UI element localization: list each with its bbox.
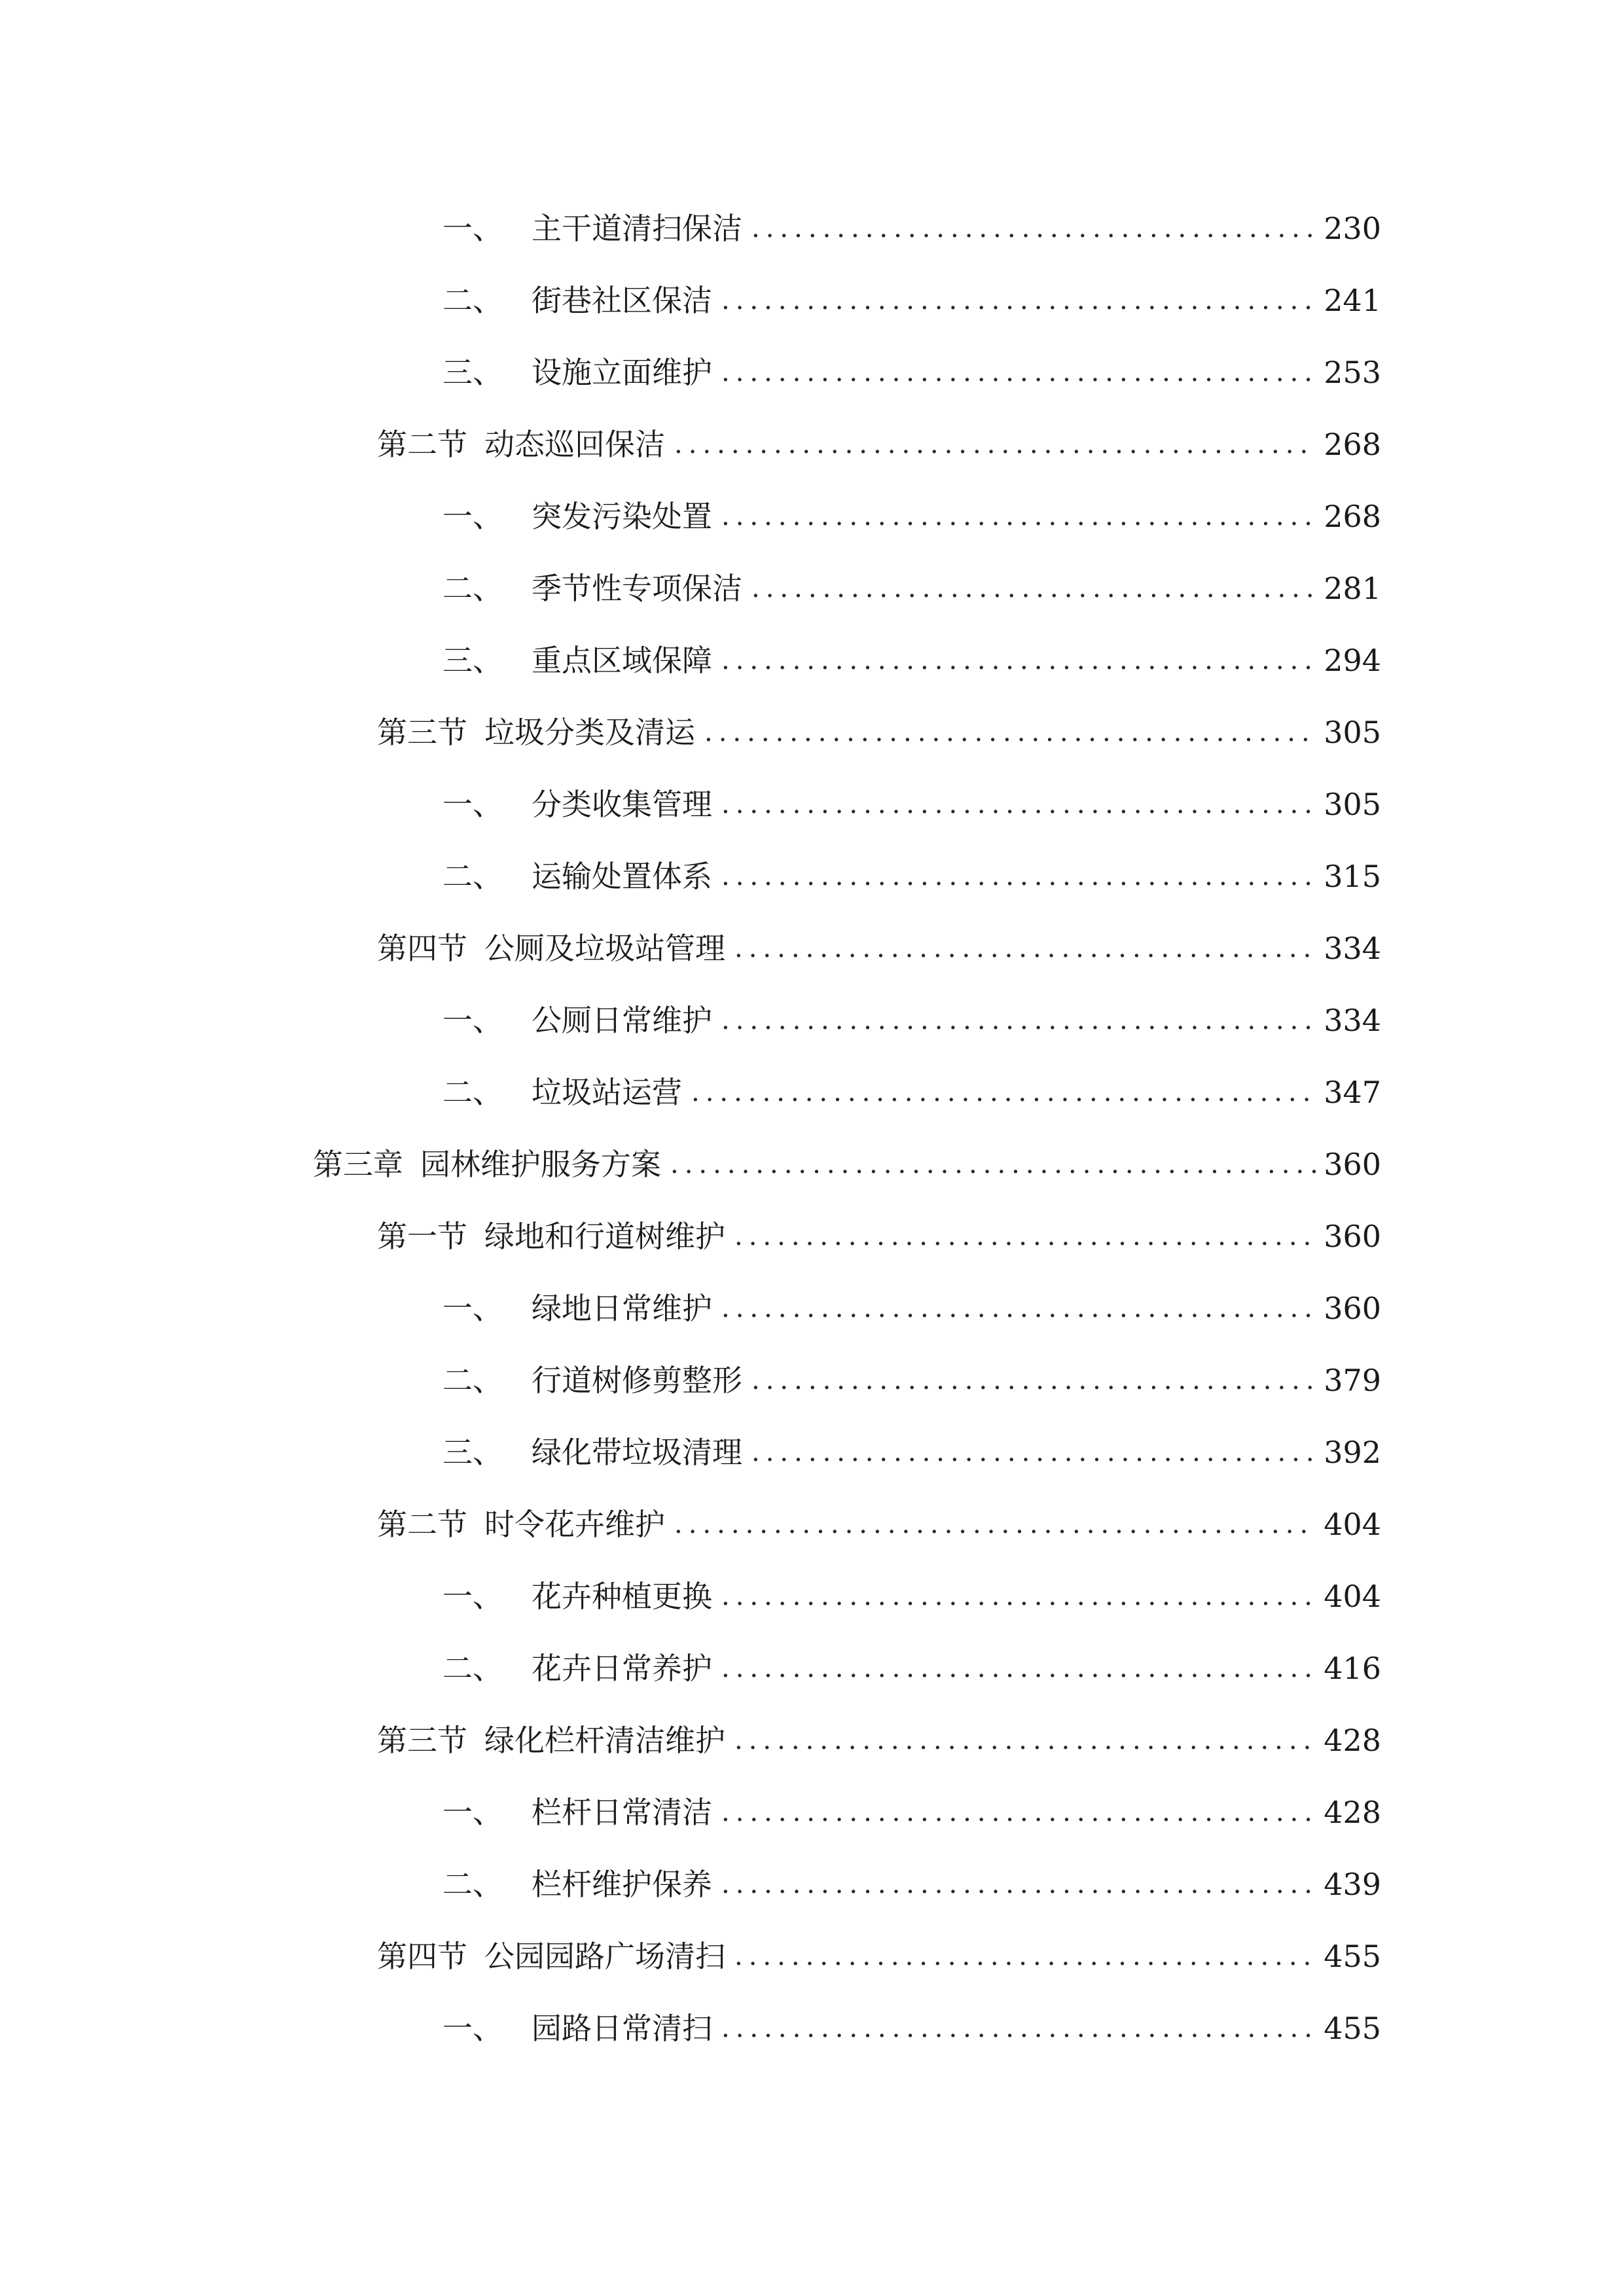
dot-leader: [721, 1642, 1316, 1695]
toc-entry[interactable]: [442, 994, 1381, 1047]
toc-entry[interactable]: [442, 778, 1381, 831]
toc-entry-label: [442, 346, 712, 399]
toc-entry-page: 347: [1324, 1075, 1381, 1110]
dot-leader: [674, 418, 1316, 471]
toc-entry-label: [442, 634, 712, 687]
toc-entry-title: 运输处置体系: [532, 859, 712, 894]
toc-entry-page: 416: [1324, 1651, 1381, 1686]
toc-entry[interactable]: [377, 1498, 1381, 1551]
toc-entry-page: 392: [1324, 1435, 1381, 1470]
dot-leader: [751, 1426, 1316, 1479]
toc-entry-number: 一、: [442, 787, 503, 822]
toc-entry-title: 街巷社区保洁: [532, 283, 712, 318]
toc-entry-title: 主干道清扫保洁: [532, 211, 742, 246]
toc-entry-label: [442, 1066, 682, 1119]
toc-entry-page: 360: [1324, 1291, 1381, 1326]
toc-entry-number: 一、: [442, 499, 503, 534]
toc-entry-number: 第一节: [377, 1219, 467, 1254]
toc-entry-number: 二、: [442, 1075, 503, 1110]
toc-entry-number: 一、: [442, 1579, 503, 1614]
toc-entry-label: [442, 1282, 712, 1335]
toc-entry-page: 305: [1324, 787, 1381, 822]
toc-entry-title: 季节性专项保洁: [532, 571, 742, 606]
dot-leader: [751, 202, 1316, 255]
toc-entry-number: 第二节: [377, 1507, 467, 1542]
toc-entry[interactable]: [442, 1426, 1381, 1479]
dot-leader: [734, 1930, 1316, 1982]
toc-entry-label: [377, 706, 695, 759]
toc-entry-page: 404: [1324, 1579, 1381, 1614]
toc-entry-number: 二、: [442, 571, 503, 606]
dot-leader: [721, 2002, 1316, 2054]
toc-entry[interactable]: [442, 562, 1381, 615]
toc-entry-title: 分类收集管理: [532, 787, 712, 822]
toc-entry-title: 公厕及垃圾站管理: [484, 931, 725, 966]
toc-entry[interactable]: [442, 1066, 1381, 1119]
dot-leader: [721, 274, 1316, 327]
toc-entry-label: [442, 1426, 742, 1479]
toc-entry-number: 一、: [442, 1003, 503, 1038]
toc-entry-page: 379: [1324, 1363, 1381, 1398]
toc-entry-title: 重点区域保障: [532, 643, 712, 678]
toc-entry-label: [377, 1930, 725, 1982]
dot-leader: [721, 994, 1316, 1047]
toc-entry-label: [442, 1642, 712, 1695]
toc-entry-page: 253: [1324, 355, 1381, 390]
toc-entry-label: [442, 778, 712, 831]
toc-entry-number: 第四节: [377, 1939, 467, 1974]
dot-leader: [674, 1498, 1316, 1551]
toc-entry-label: [377, 1210, 725, 1263]
toc-entry-label: [377, 418, 665, 471]
toc-entry[interactable]: [442, 346, 1381, 399]
toc-entry[interactable]: [442, 634, 1381, 687]
toc-entry-page: 305: [1324, 715, 1381, 750]
toc-entry-label: [442, 2002, 712, 2054]
toc-entry-title: 栏杆维护保养: [532, 1867, 712, 1902]
toc-entry-page: 360: [1324, 1219, 1381, 1254]
toc-entry-label: [442, 490, 712, 543]
toc-entry[interactable]: [442, 1570, 1381, 1623]
toc-entry[interactable]: [442, 490, 1381, 543]
dot-leader: [751, 562, 1316, 615]
toc-entry[interactable]: [377, 706, 1381, 759]
dot-leader: [734, 1714, 1316, 1767]
dot-leader: [751, 1354, 1316, 1407]
toc-entry-page: 404: [1324, 1507, 1381, 1542]
toc-entry-number: 一、: [442, 211, 503, 246]
toc-entry-title: 花卉种植更换: [532, 1579, 712, 1614]
dot-leader: [721, 634, 1316, 687]
toc-entry[interactable]: [442, 2002, 1381, 2054]
toc-entry-label: [377, 1498, 665, 1551]
toc-entry[interactable]: [442, 1282, 1381, 1335]
dot-leader: [670, 1138, 1316, 1191]
toc-entry[interactable]: [442, 850, 1381, 903]
dot-leader: [691, 1066, 1316, 1119]
toc-entry-label: [442, 1354, 742, 1407]
toc-entry[interactable]: [442, 1642, 1381, 1695]
toc-entry[interactable]: [377, 1210, 1381, 1263]
toc-entry[interactable]: [313, 1138, 1381, 1191]
toc-entry[interactable]: [442, 1786, 1381, 1839]
toc-entry-page: 281: [1324, 571, 1381, 606]
toc-entry-title: 垃圾站运营: [532, 1075, 682, 1110]
toc-entry-title: 栏杆日常清洁: [532, 1795, 712, 1830]
toc-entry-label: [442, 850, 712, 903]
toc-entry-number: 第二节: [377, 427, 467, 462]
toc-entry-page: 241: [1324, 283, 1381, 318]
toc-entry-number: 三、: [442, 643, 503, 678]
toc-entry-page: 268: [1324, 427, 1381, 462]
toc-entry-page: 360: [1324, 1147, 1381, 1182]
toc-entry-label: [442, 1786, 712, 1839]
toc-entry-title: 公园园路广场清扫: [484, 1939, 725, 1974]
toc-entry-title: 花卉日常养护: [532, 1651, 712, 1686]
toc-entry[interactable]: [377, 1714, 1381, 1767]
toc-entry-number: 第三节: [377, 1723, 467, 1758]
toc-entry-page: 334: [1324, 931, 1381, 966]
toc-entry-label: [377, 922, 725, 975]
toc-entry-label: [442, 1570, 712, 1623]
toc-entry-title: 公厕日常维护: [532, 1003, 712, 1038]
toc-entry-page: 439: [1324, 1867, 1381, 1902]
dot-leader: [721, 1786, 1316, 1839]
dot-leader: [704, 706, 1316, 759]
dot-leader: [721, 346, 1316, 399]
toc-entry-number: 二、: [442, 283, 503, 318]
toc-entry[interactable]: [377, 1930, 1381, 1982]
toc-entry[interactable]: [442, 274, 1381, 327]
toc-entry-page: 315: [1324, 859, 1381, 894]
toc-entry-label: [442, 994, 712, 1047]
toc-entry[interactable]: [377, 418, 1381, 471]
toc-entry-number: 二、: [442, 1867, 503, 1902]
toc-entry-label: [313, 1138, 661, 1191]
toc-entry-number: 第三章: [313, 1147, 403, 1182]
toc-entry-label: [442, 202, 742, 255]
toc-entry-title: 行道树修剪整形: [532, 1363, 742, 1398]
toc-entry-title: 绿地日常维护: [532, 1291, 712, 1326]
toc-entry[interactable]: [442, 202, 1381, 255]
toc-entry-page: 455: [1324, 2011, 1381, 2046]
toc-entry-number: 一、: [442, 1291, 503, 1326]
toc-entry-number: 一、: [442, 1795, 503, 1830]
toc-entry-number: 三、: [442, 355, 503, 390]
dot-leader: [734, 922, 1316, 975]
toc-entry-label: [442, 274, 712, 327]
toc-entry-title: 园林维护服务方案: [420, 1147, 661, 1182]
toc-entry-page: 455: [1324, 1939, 1381, 1974]
toc-entry-title: 绿化栏杆清洁维护: [484, 1723, 725, 1758]
toc-entry[interactable]: [442, 1858, 1381, 1910]
toc-entry-number: 二、: [442, 1363, 503, 1398]
dot-leader: [721, 850, 1316, 903]
dot-leader: [721, 490, 1316, 543]
toc-entry-title: 绿化带垃圾清理: [532, 1435, 742, 1470]
dot-leader: [721, 1570, 1316, 1623]
toc-entry-number: 三、: [442, 1435, 503, 1470]
toc-entry-label: [442, 562, 742, 615]
toc-entry-page: 428: [1324, 1723, 1381, 1758]
toc-entry-title: 时令花卉维护: [484, 1507, 665, 1542]
toc-entry-title: 绿地和行道树维护: [484, 1219, 725, 1254]
toc-entry-number: 二、: [442, 859, 503, 894]
dot-leader: [734, 1210, 1316, 1263]
toc-entry-page: 230: [1324, 211, 1381, 246]
toc-entry-page: 334: [1324, 1003, 1381, 1038]
toc-entry-title: 设施立面维护: [532, 355, 712, 390]
dot-leader: [721, 1282, 1316, 1335]
toc-entry[interactable]: [377, 922, 1381, 975]
toc-entry-title: 动态巡回保洁: [484, 427, 665, 462]
dot-leader: [721, 1858, 1316, 1910]
toc-entry-number: 第三节: [377, 715, 467, 750]
toc-entry-title: 垃圾分类及清运: [484, 715, 695, 750]
toc-entry-page: 428: [1324, 1795, 1381, 1830]
toc-entry[interactable]: [442, 1354, 1381, 1407]
dot-leader: [721, 778, 1316, 831]
toc-entry-label: [442, 1858, 712, 1910]
toc-entry-number: 第四节: [377, 931, 467, 966]
toc-entry-title: 园路日常清扫: [532, 2011, 712, 2046]
toc-entry-page: 268: [1324, 499, 1381, 534]
toc-entry-page: 294: [1324, 643, 1381, 678]
toc-entry-label: [377, 1714, 725, 1767]
toc-entry-title: 突发污染处置: [532, 499, 712, 534]
toc-entry-number: 二、: [442, 1651, 503, 1686]
toc-entry-number: 一、: [442, 2011, 503, 2046]
